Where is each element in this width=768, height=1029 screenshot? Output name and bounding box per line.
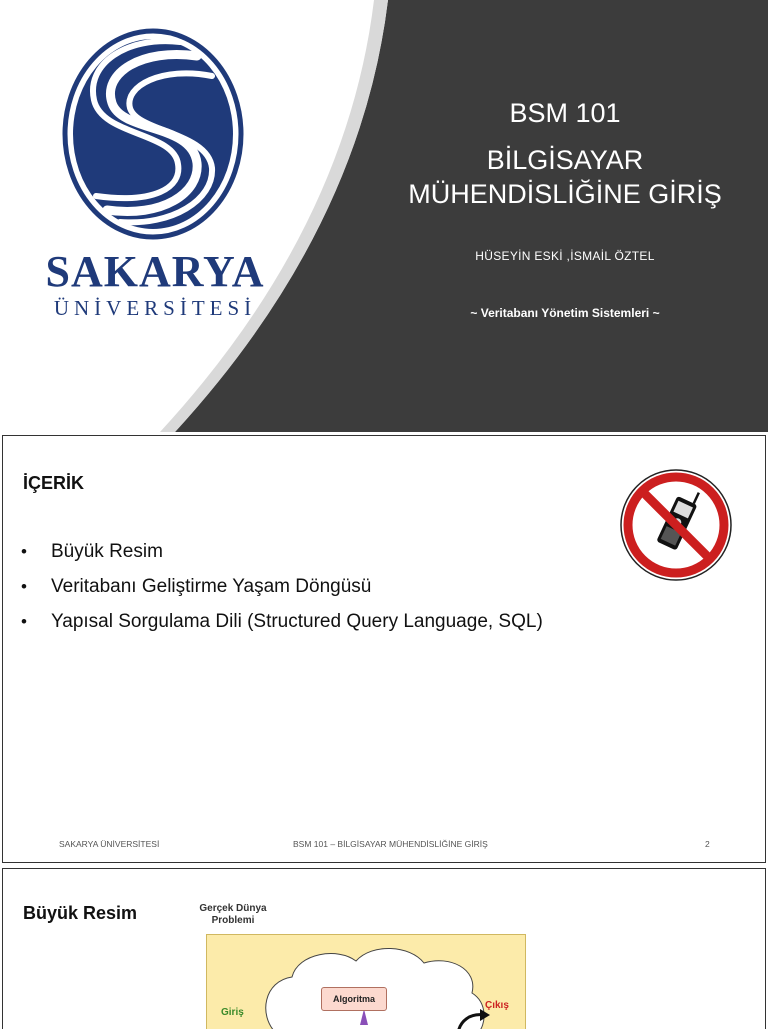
slide-title: Büyük Resim <box>23 903 138 923</box>
problem-label-line2: Problemi <box>211 915 255 926</box>
university-name-line1: SAKARYA <box>45 247 265 296</box>
output-label: Çıkış <box>485 1000 509 1011</box>
no-phone-icon <box>617 466 735 584</box>
university-logo <box>62 28 244 240</box>
problem-solving-diagram <box>188 903 548 1029</box>
list-item <box>21 569 543 604</box>
input-label: Giriş <box>221 1007 244 1018</box>
footer-course: BSM 101 – BİLGİSAYAR MÜHENDİSLİĞİNE GİRİŞ <box>293 839 488 849</box>
authors: HÜSEYİN ESKİ ,İSMAİL ÖZTEL <box>475 249 655 263</box>
footer-university: SAKARYA ÜNİVERSİTESİ <box>59 839 160 849</box>
course-title-line2: MÜHENDİSLİĞİNE GİRİŞ <box>408 179 722 209</box>
bullet-marker: • <box>21 612 27 631</box>
slide-title: İÇERİK <box>23 473 85 493</box>
bullet-marker: • <box>21 542 27 561</box>
university-name-line2: ÜNİVERSİTESİ <box>53 296 257 320</box>
list-item-text: Büyük Resim <box>51 541 163 562</box>
course-title-line1: BİLGİSAYAR <box>486 145 644 175</box>
university-wordmark <box>45 247 265 320</box>
list-item-text: Veritabanı Geliştirme Yaşam Döngüsü <box>51 576 372 597</box>
contents-slide <box>2 435 766 863</box>
contents-list <box>21 534 543 639</box>
list-item <box>21 534 543 569</box>
algorithm-box: Algoritma <box>321 987 387 1011</box>
bullet-marker: • <box>21 577 27 596</box>
list-item <box>21 604 543 639</box>
problem-label-line1: Gerçek Dünya <box>199 903 267 914</box>
page-number: 2 <box>705 839 710 849</box>
list-item-text: Yapısal Sorgulama Dili (Structured Query Language, SQL) <box>51 611 543 632</box>
course-title <box>380 143 750 211</box>
title-slide <box>0 0 768 432</box>
lecture-topic: ~ Veritabanı Yönetim Sistemleri ~ <box>470 306 660 320</box>
big-picture-slide <box>2 868 766 1029</box>
course-code: BSM 101 <box>509 98 621 128</box>
